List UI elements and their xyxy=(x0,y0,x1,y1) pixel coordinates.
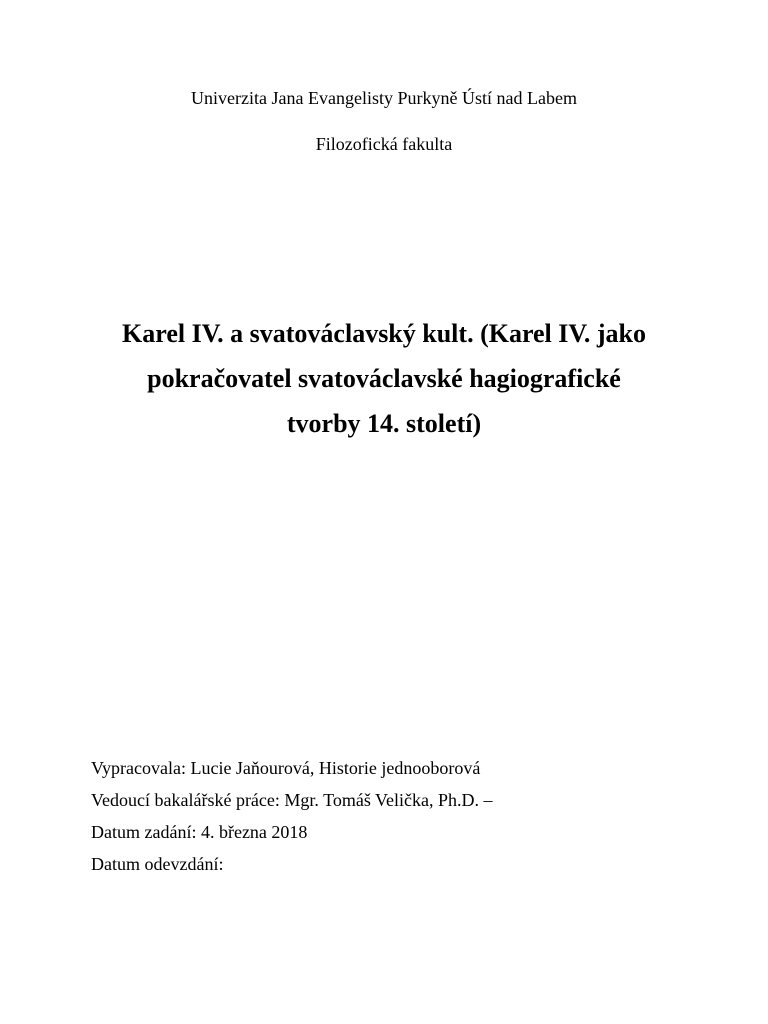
university-name: Univerzita Jana Evangelisty Purkyně Ústí nad Labem xyxy=(191,88,577,108)
thesis-details xyxy=(91,752,492,880)
thesis-title-line-2: pokračovatel svatováclavské hagiografické xyxy=(147,364,621,393)
author-line: Vypracovala: Lucie Jaňourová, Historie jednooborová xyxy=(91,758,481,778)
submission-date-line: Datum odevzdání: xyxy=(91,854,224,874)
thesis-title-line-1: Karel IV. a svatováclavský kult. (Karel IV. jako xyxy=(122,319,646,348)
assignment-date-line: Datum zadání: 4. března 2018 xyxy=(91,822,308,842)
thesis-title-line-3: tvorby 14. století) xyxy=(286,409,482,438)
supervisor-line: Vedoucí bakalářské práce: Mgr. Tomáš Velička, Ph.D. – xyxy=(91,790,493,810)
faculty-name: Filozofická fakulta xyxy=(315,134,453,154)
thesis-title xyxy=(40,311,728,446)
